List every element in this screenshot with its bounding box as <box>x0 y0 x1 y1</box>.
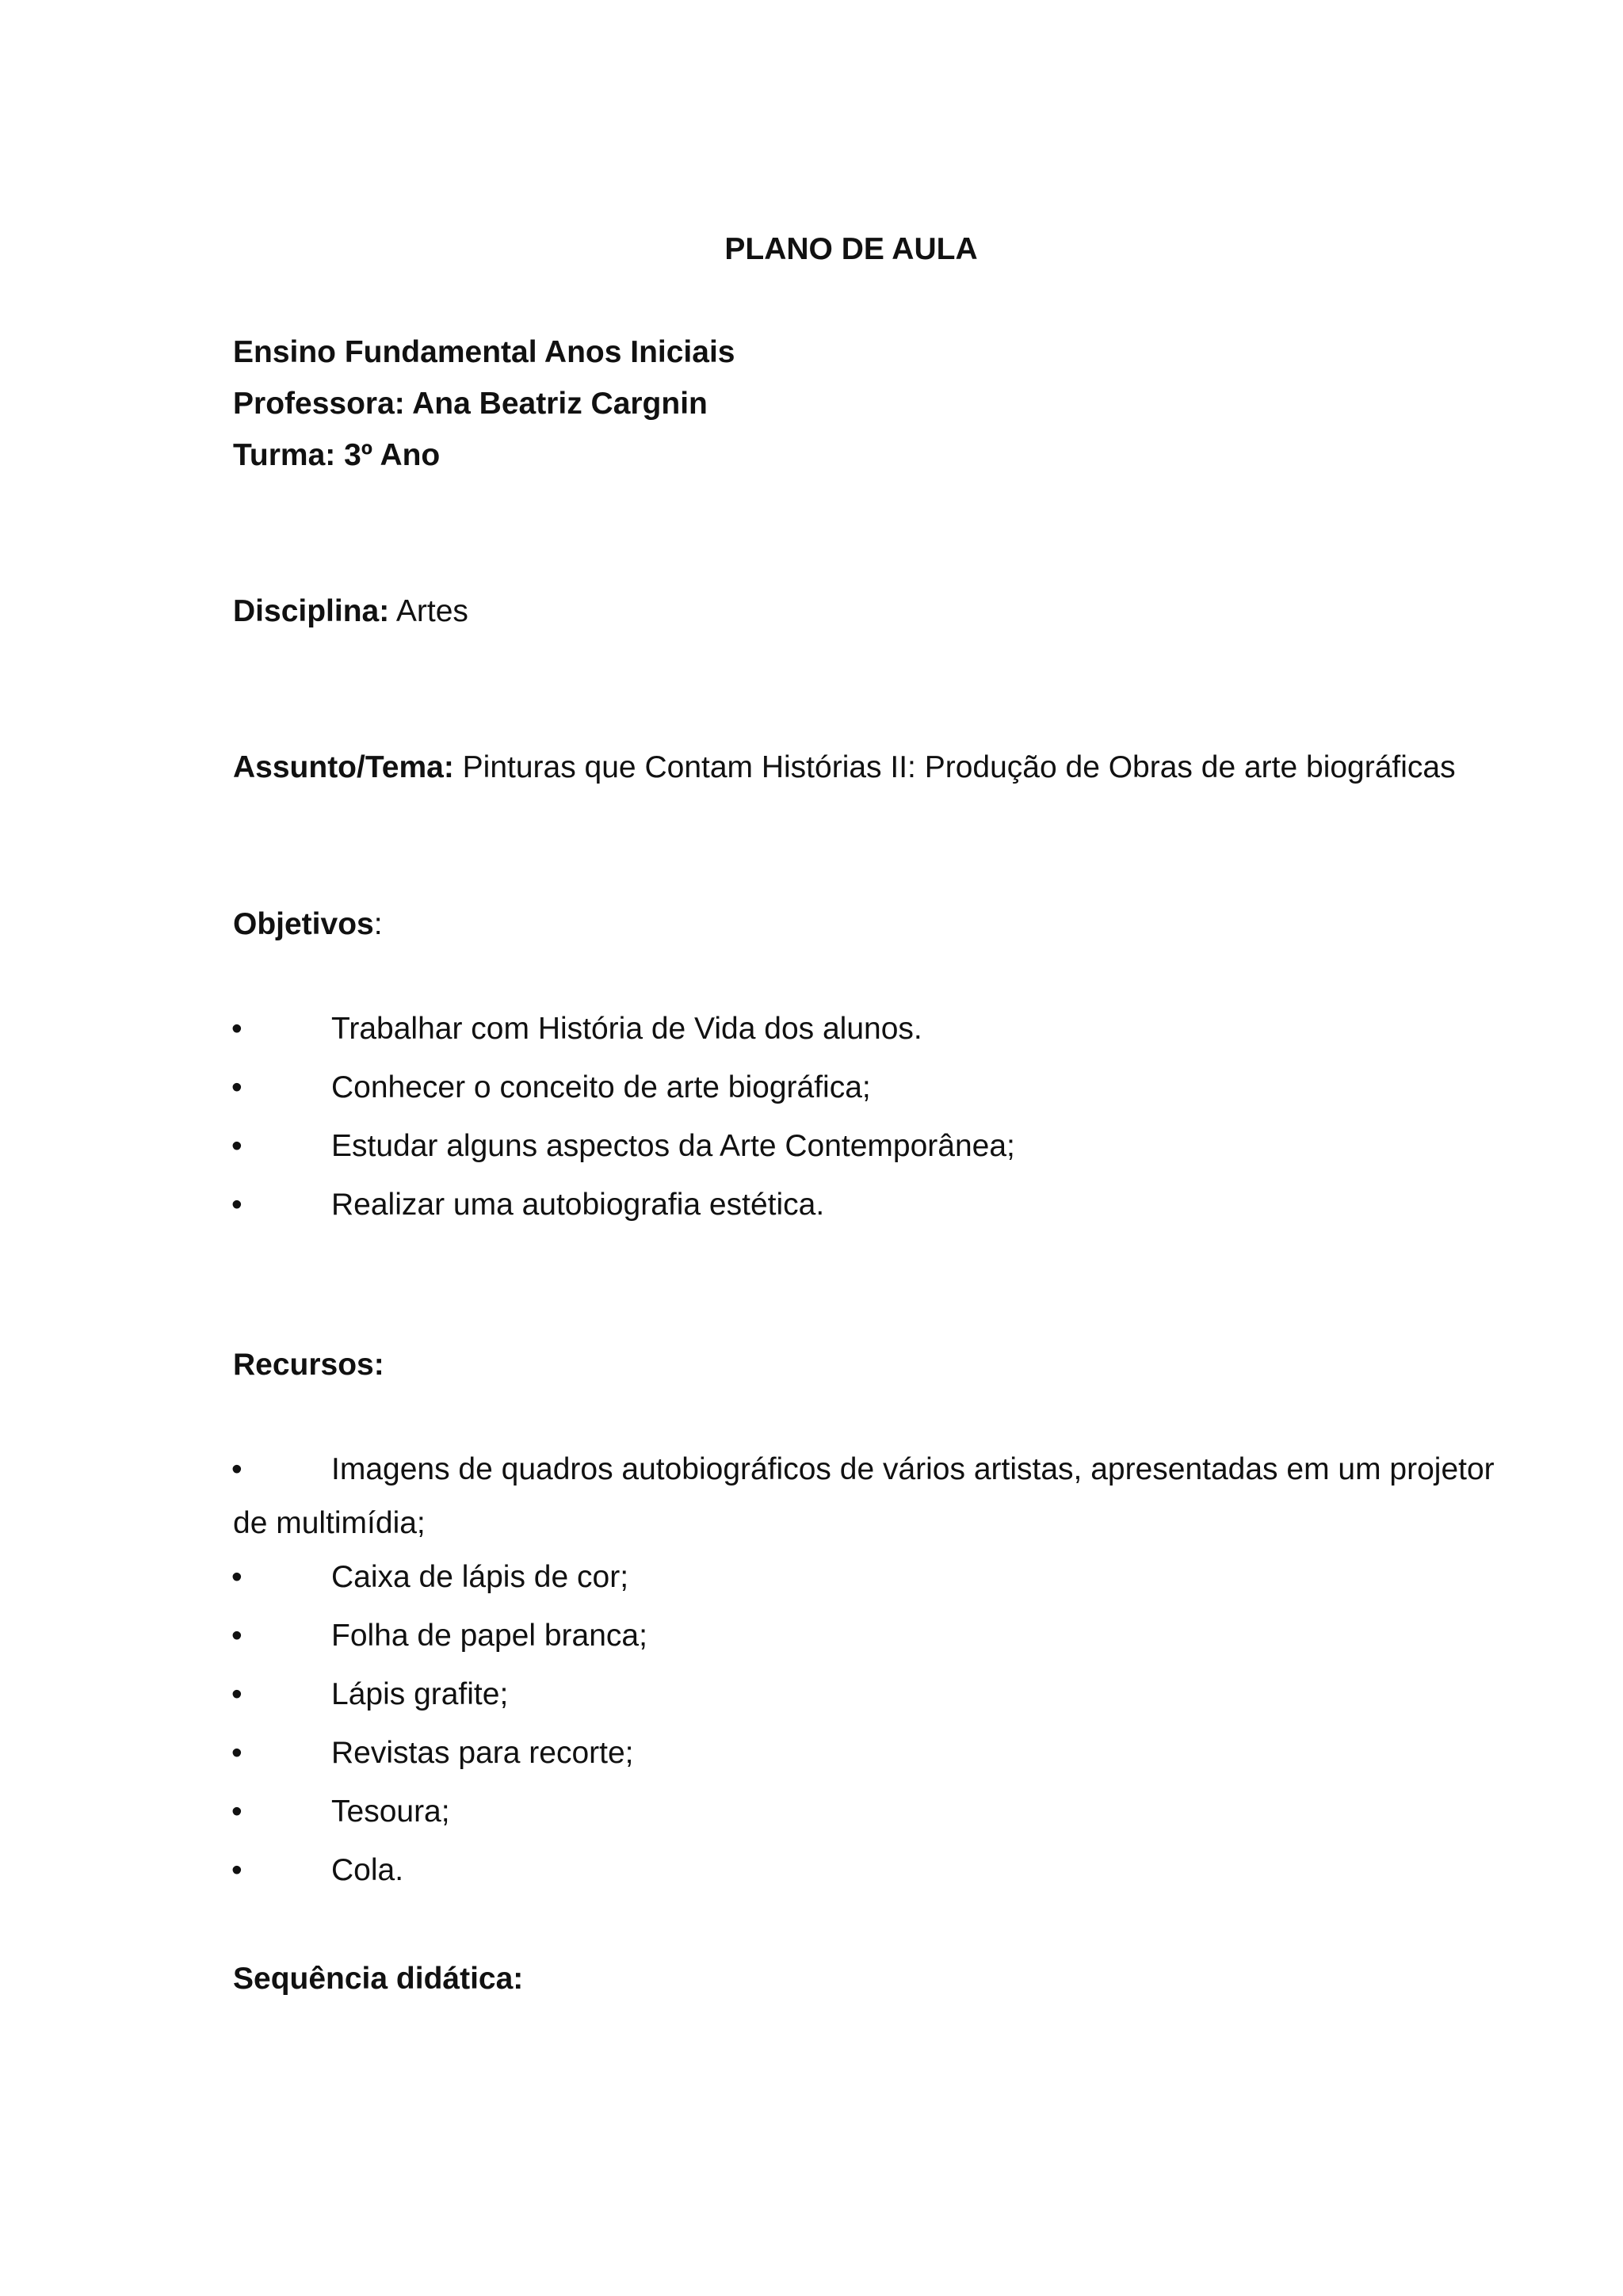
document-title: PLANO DE AULA <box>724 232 978 266</box>
bullet-icon: • <box>231 1188 242 1222</box>
education-level: Ensino Fundamental Anos Iniciais <box>233 335 735 369</box>
bullet-icon: • <box>231 1677 242 1711</box>
discipline-line <box>233 593 468 630</box>
resource-item: Tesoura; <box>331 1794 450 1829</box>
bullet-icon: • <box>231 1452 242 1486</box>
resource-item: Folha de papel branca; <box>331 1619 647 1653</box>
bullet-icon: • <box>231 1619 242 1653</box>
bullet-icon: • <box>231 1012 242 1046</box>
resource-item: Lápis grafite; <box>331 1677 509 1711</box>
bullet-icon: • <box>231 1129 242 1163</box>
resource-item: Revistas para recorte; <box>331 1736 634 1770</box>
resources-heading: Recursos: <box>233 1348 384 1382</box>
resource-item: Imagens de quadros autobiográficos de vários artistas, apresentadas em um projetor <box>331 1452 1495 1486</box>
teacher-name: Professora: Ana Beatriz Cargnin <box>233 387 708 421</box>
bullet-icon: • <box>231 1853 242 1887</box>
class-grade: Turma: 3º Ano <box>233 438 441 472</box>
objective-item: Conhecer o conceito de arte biográfica; <box>331 1070 871 1104</box>
discipline-label: Disciplina: <box>233 594 390 628</box>
objective-item: Estudar alguns aspectos da Arte Contemporânea; <box>331 1129 1015 1163</box>
resource-item: Caixa de lápis de cor; <box>331 1560 629 1594</box>
bullet-icon: • <box>231 1794 242 1829</box>
didactic-sequence-heading: Sequência didática: <box>233 1962 524 1996</box>
resource-item-continuation: de multimídia; <box>233 1506 426 1540</box>
theme-line <box>233 749 1456 786</box>
resource-item: Cola. <box>331 1853 404 1887</box>
bullet-icon: • <box>231 1736 242 1770</box>
discipline-value: Artes <box>389 594 468 628</box>
bullet-icon: • <box>231 1070 242 1104</box>
objectives-label: Objetivos <box>233 907 374 941</box>
objectives-colon: : <box>373 907 383 941</box>
objective-item: Trabalhar com História de Vida dos alunos. <box>331 1012 922 1046</box>
objectives-heading <box>233 906 383 943</box>
theme-label: Assunto/Tema: <box>233 750 454 784</box>
bullet-icon: • <box>231 1560 242 1594</box>
theme-value: Pinturas que Contam Histórias II: Produção de Obras de arte biográficas <box>453 750 1456 784</box>
objective-item: Realizar uma autobiografia estética. <box>331 1188 825 1222</box>
